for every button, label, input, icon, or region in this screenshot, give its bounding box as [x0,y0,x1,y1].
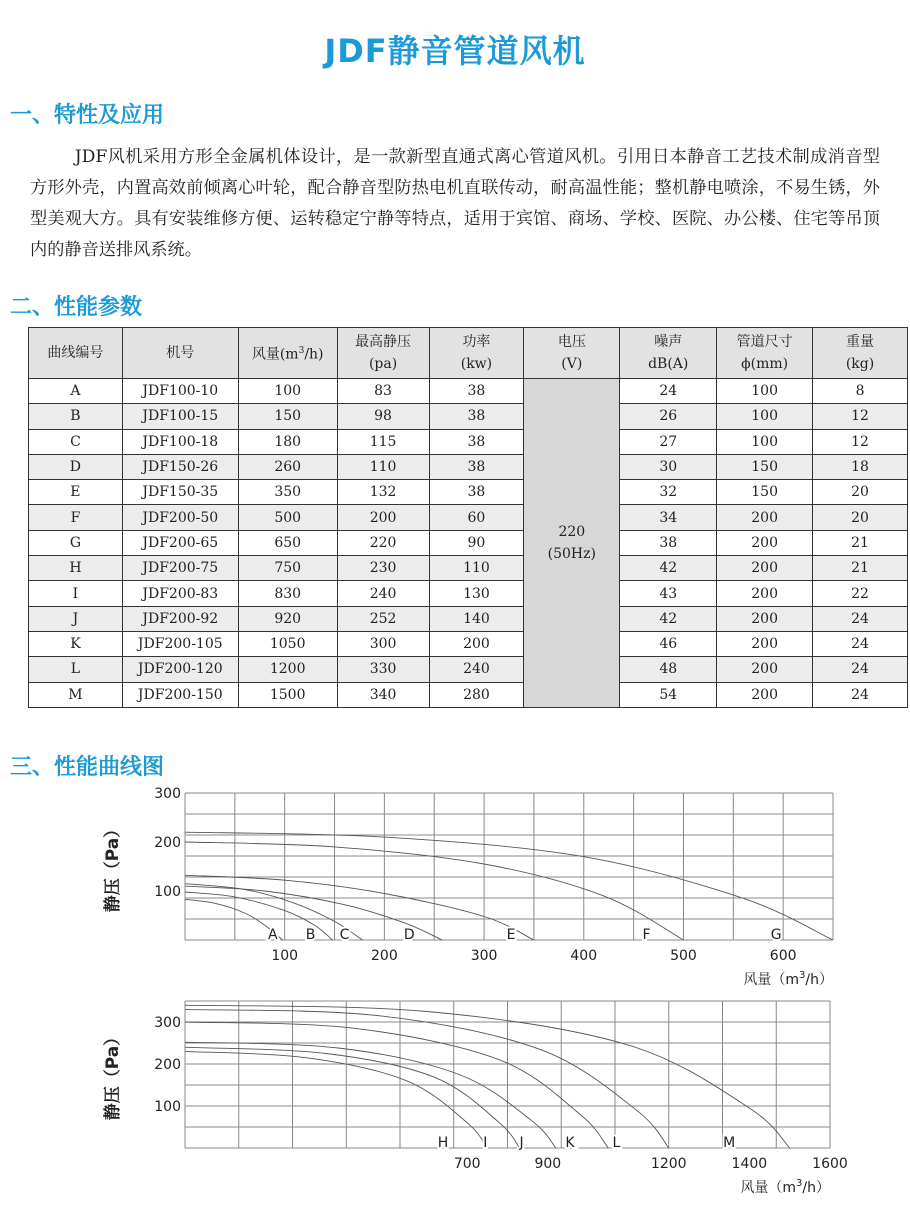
cell-duct: 150 [717,480,813,505]
table-row [29,480,908,505]
table-row [29,404,908,429]
cell-duct: 200 [717,606,813,631]
cell-noise: 42 [620,606,717,631]
cell-weight: 18 [813,454,908,479]
y-tick-label: 300 [154,786,181,802]
cell-power: 140 [429,606,524,631]
cell-curve: M [29,682,123,707]
cell-model: JDF200-75 [122,556,238,581]
table-row [29,682,908,707]
cell-model: JDF100-10 [122,379,238,404]
cell-flow: 180 [238,429,337,454]
cell-duct: 150 [717,454,813,479]
table-row [29,505,908,530]
x-axis-label-tail: /h） [805,972,833,988]
cell-noise: 43 [620,581,717,606]
cell-noise: 54 [620,682,717,707]
cell-model: JDF100-18 [122,429,238,454]
x-axis-label [743,970,833,988]
cell-power: 38 [429,429,524,454]
cell-pressure: 132 [337,480,429,505]
x-tick-label: 200 [371,948,398,964]
series-label-e: E [506,927,516,943]
x-axis-label [740,1178,830,1196]
series-label-m: M [723,1135,736,1151]
cell-pressure: 110 [337,454,429,479]
cell-pressure: 230 [337,556,429,581]
header-weight: 重量 (kg) [813,328,908,379]
cell-curve: I [29,581,123,606]
x-axis-label-main: 风量（m [743,972,800,988]
cell-weight: 20 [813,480,908,505]
description-paragraph: JDF风机采用方形全金属机体设计，是一款新型直通式离心管道风机。引用日本静音工艺技术制成消音型方形外壳，内置高效前倾离心叶轮，配合静音型防热电机直联传动，耐高温性能；整机静电喷涂，不易生锈，外型美观大方。具有安装维修方便、运转稳定宁静等特点，适用于宾馆、商场、学校、医院、办公楼、住宅等吊顶内的静音送排风系统。 [30,147,880,260]
cell-power: 110 [429,556,524,581]
cell-noise: 27 [620,429,717,454]
cell-pressure: 300 [337,631,429,656]
cell-noise: 48 [620,657,717,682]
table-header-row [29,328,908,379]
table-row [29,606,908,631]
y-tick-label: 300 [154,1015,181,1031]
header-power: 功率 (kw) [429,328,524,379]
curve-e [185,875,534,940]
cell-power: 200 [429,631,524,656]
cell-model: JDF200-92 [122,606,238,631]
table-row [29,429,908,454]
cell-flow: 1200 [238,657,337,682]
cell-flow: 750 [238,556,337,581]
cell-curve: J [29,606,123,631]
cell-model: JDF150-26 [122,454,238,479]
cell-flow: 260 [238,454,337,479]
cell-duct: 100 [717,429,813,454]
series-label-h: H [437,1135,449,1151]
section-heading-curves: 三、性能曲线图 [10,755,165,780]
cell-curve: B [29,404,123,429]
page-title: JDF静音管道风机 [324,32,586,70]
cell-voltage [524,379,620,708]
y-tick-label: 200 [154,1057,181,1073]
cell-model: JDF100-15 [122,404,238,429]
cell-curve: D [29,454,123,479]
series-label-c: C [339,927,350,943]
cell-power: 60 [429,505,524,530]
x-tick-label: 400 [570,948,598,964]
y-axis-label: 静压（Pa） [103,1028,123,1121]
header-model: 机号 [122,328,238,379]
x-tick-label: 100 [271,948,299,964]
cell-weight: 24 [813,606,908,631]
cell-pressure: 98 [337,404,429,429]
cell-duct: 200 [717,631,813,656]
series-label-f: F [642,927,651,943]
y-axis-label: 静压（Pa） [103,820,123,913]
cell-model: JDF200-65 [122,530,238,555]
x-axis-label-main: 风量（m [740,1180,797,1196]
header-flow: 风量$(m^3/h)$ [238,328,337,379]
cell-flow: 150 [238,404,337,429]
voltage-frequency: (50Hz) [547,545,596,562]
cell-weight: 12 [813,404,908,429]
table-row [29,631,908,656]
cell-pressure: 340 [337,682,429,707]
cell-weight: 24 [813,657,908,682]
cell-model: JDF150-35 [122,480,238,505]
cell-weight: 24 [813,682,908,707]
header-pressure: 最高静压 (pa) [337,328,429,379]
cell-curve: E [29,480,123,505]
cell-power: 38 [429,379,524,404]
cell-duct: 200 [717,530,813,555]
cell-weight: 20 [813,505,908,530]
cell-weight: 8 [813,379,908,404]
cell-duct: 200 [717,505,813,530]
table-row [29,454,908,479]
cell-weight: 12 [813,429,908,454]
cell-power: 130 [429,581,524,606]
x-tick-label: 1200 [650,1156,687,1172]
series-label-d: D [403,927,415,943]
curve-g [185,832,833,940]
cell-curve: F [29,505,123,530]
cell-model: JDF200-120 [122,657,238,682]
x-tick-label: 1400 [731,1156,768,1172]
x-tick-label: 300 [470,948,498,964]
header-duct: 管道尺寸 ϕ(mm) [717,328,813,379]
cell-power: 240 [429,657,524,682]
cell-noise: 42 [620,556,717,581]
y-tick-label: 200 [154,835,181,851]
cell-curve: H [29,556,123,581]
spec-table [28,327,908,708]
cell-power: 38 [429,404,524,429]
cell-power: 280 [429,682,524,707]
series-label-a: A [267,927,278,943]
series-label-b: B [305,927,316,943]
cell-flow: 1050 [238,631,337,656]
cell-noise: 38 [620,530,717,555]
section-heading-features: 一、特性及应用 [10,103,165,128]
cell-power: 38 [429,480,524,505]
cell-pressure: 83 [337,379,429,404]
cell-power: 38 [429,454,524,479]
y-tick-label: 100 [154,1099,181,1115]
cell-pressure: 220 [337,530,429,555]
cell-pressure: 115 [337,429,429,454]
cell-weight: 21 [813,556,908,581]
cell-duct: 200 [717,682,813,707]
performance-chart-1 [0,780,910,995]
series-label-j: J [519,1135,524,1151]
cell-flow: 830 [238,581,337,606]
series-label-l: L [612,1135,621,1151]
cell-flow: 1500 [238,682,337,707]
cell-duct: 200 [717,657,813,682]
series-label-g: G [770,927,782,943]
cell-noise: 24 [620,379,717,404]
cell-flow: 100 [238,379,337,404]
cell-noise: 32 [620,480,717,505]
table-row [29,530,908,555]
cell-curve: C [29,429,123,454]
cell-noise: 46 [620,631,717,656]
cell-pressure: 330 [337,657,429,682]
cell-weight: 24 [813,631,908,656]
x-axis-label-superscript: 3 [796,1178,803,1189]
cell-weight: 21 [813,530,908,555]
cell-model: JDF200-150 [122,682,238,707]
series-label-i: I [483,1135,488,1151]
cell-curve: G [29,530,123,555]
cell-model: JDF200-105 [122,631,238,656]
cell-noise: 30 [620,454,717,479]
header-voltage: 电压 (V) [524,328,620,379]
cell-noise: 26 [620,404,717,429]
cell-pressure: 240 [337,581,429,606]
x-tick-label: 1600 [812,1156,848,1172]
cell-duct: 200 [717,581,813,606]
cell-model: JDF200-83 [122,581,238,606]
x-tick-label: 600 [769,948,797,964]
cell-pressure: 200 [337,505,429,530]
cell-curve: A [29,379,123,404]
cell-noise: 34 [620,505,717,530]
table-row [29,657,908,682]
header-curve: 曲线编号 [29,328,123,379]
table-row [29,379,908,404]
cell-model: JDF200-50 [122,505,238,530]
table-row [29,581,908,606]
voltage-value: 220 [558,523,586,540]
x-tick-label: 500 [670,948,697,964]
cell-flow: 920 [238,606,337,631]
cell-curve: L [29,657,123,682]
cell-flow: 350 [238,480,337,505]
cell-curve: K [29,631,123,656]
cell-duct: 100 [717,404,813,429]
cell-weight: 22 [813,581,908,606]
x-axis-label-tail: /h） [802,1180,830,1196]
cell-duct: 200 [717,556,813,581]
cell-flow: 500 [238,505,337,530]
series-label-k: K [565,1135,575,1151]
curve-i [185,1047,520,1148]
cell-power: 90 [429,530,524,555]
x-axis-label-superscript: 3 [799,970,806,981]
x-tick-label: 900 [534,1156,562,1172]
performance-chart-2 [0,990,910,1205]
cell-flow: 650 [238,530,337,555]
curve-j [185,1042,556,1148]
section-heading-parameters: 二、性能参数 [10,295,143,320]
x-tick-label: 700 [453,1156,481,1172]
header-noise: 噪声 dB(A) [620,328,717,379]
cell-pressure: 252 [337,606,429,631]
y-tick-label: 100 [154,884,181,900]
curve-h [185,1051,487,1148]
cell-duct: 100 [717,379,813,404]
table-row [29,556,908,581]
